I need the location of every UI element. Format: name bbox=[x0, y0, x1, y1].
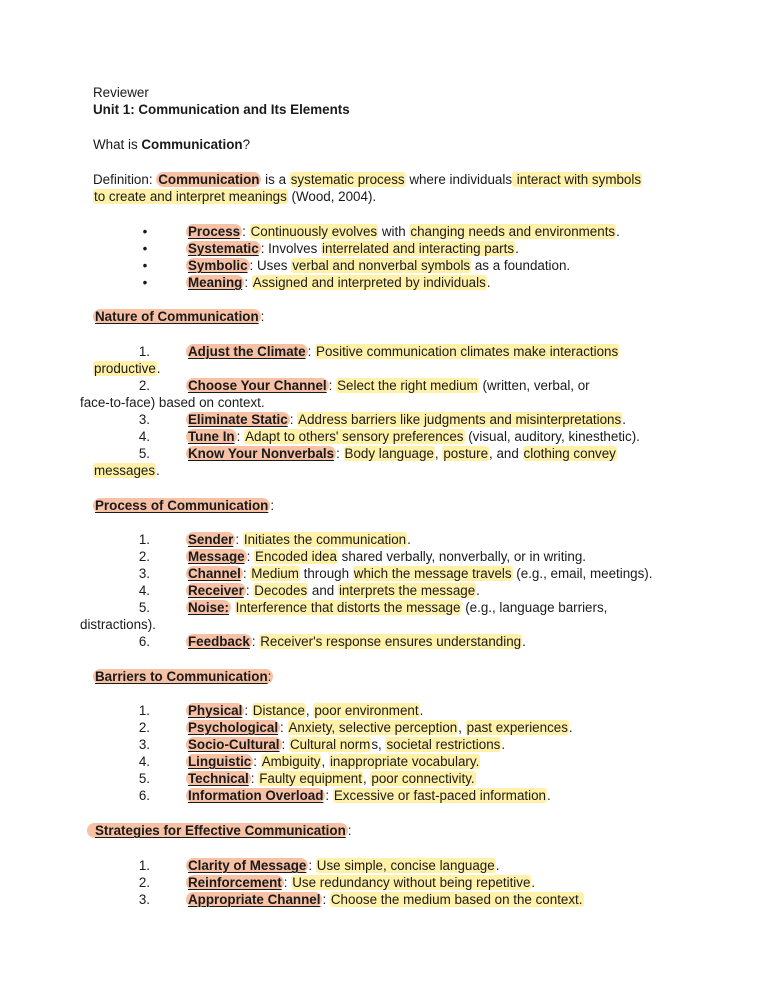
section-heading-barriers: Barriers to Communication: bbox=[95, 669, 272, 684]
section-heading-nature: Nature of Communication : bbox=[95, 309, 265, 324]
numbered-item-wrap: distractions). bbox=[80, 617, 156, 632]
kicker: Reviewer bbox=[93, 85, 149, 100]
numbered-item-wrap: face-to-face) based on context. bbox=[80, 395, 265, 410]
numbered-item-wrap: productive. bbox=[94, 361, 161, 376]
section-heading-strategies: Strategies for Effective Communication : bbox=[93, 822, 352, 839]
numbered-item-wrap: messages. bbox=[94, 463, 160, 478]
question: What is Communication? bbox=[93, 137, 251, 152]
definition-line-1: Definition: Communication is a systematic process where individuals interact with symbols bbox=[93, 172, 642, 187]
section-heading-process: Process of Communication : bbox=[95, 498, 275, 513]
unit-title: Unit 1: Communication and Its Elements bbox=[93, 102, 350, 117]
document-page: Reviewer Unit 1: Communication and Its Elements What is Communication? Definition: Communication is a systematic process where individuals interact with symbols to create and interpret meanings (Wood, 2004). • Process : Continuously evolves with changing needs and environments. • Systematic : Involves interrelated and interacting parts. • Symbolic : Uses verbal and nonverbal symbols as a foundation. • Meaning : Assigned and interpreted by individuals. Nature of Communication : 1. Adjust the Climate : Positive communication climates make interactions productive. 2. Choose Your Channel : Select the right medium (written, verbal, or face-to-face) based on context. 3. Eliminate Static : Address barriers like judgments and misinterpretations. 4. Tune In : Adapt to others' sensory preferences (visual, auditory, kinesthetic). 5. Know Your Nonverbals : Body language, posture, and clothing convey messages. Process of Communication : 1. Sender : Initiates the communication. 2. Message : Encoded idea shared verbally, nonverbally, or in writing. 3. Channel : Medium through which the message travels (e.g., email, meetings). 4. Receiver : Decodes and interprets the message. 5. Noise: Interference that distorts the message (e.g., language barriers, distractions). 6. Feedback : Receiver's response ensures understanding. Barriers to Communication: 1. Physical : Distance, poor environment. 2. Psychological : Anxiety, selective perception, past experiences. 3. Socio-Cultural : Cultural norms, societal restrictions. 4. Linguistic : Ambiguity, inappropriate vocabulary. 5. Technical : Faulty equipment, poor connectivity. 6. Information Overload : Excessive or fast-paced information. Strategies for Effective Communication : 1. Clarity of Message : Use simple, concise language. 2. Reinforcement : Use redundancy without being repetitive. 3. Appropriate Channel : Choose the medium based on the context. bbox=[80, 85, 653, 907]
definition-line-2: to create and interpret meanings (Wood, 2004). bbox=[94, 189, 377, 204]
